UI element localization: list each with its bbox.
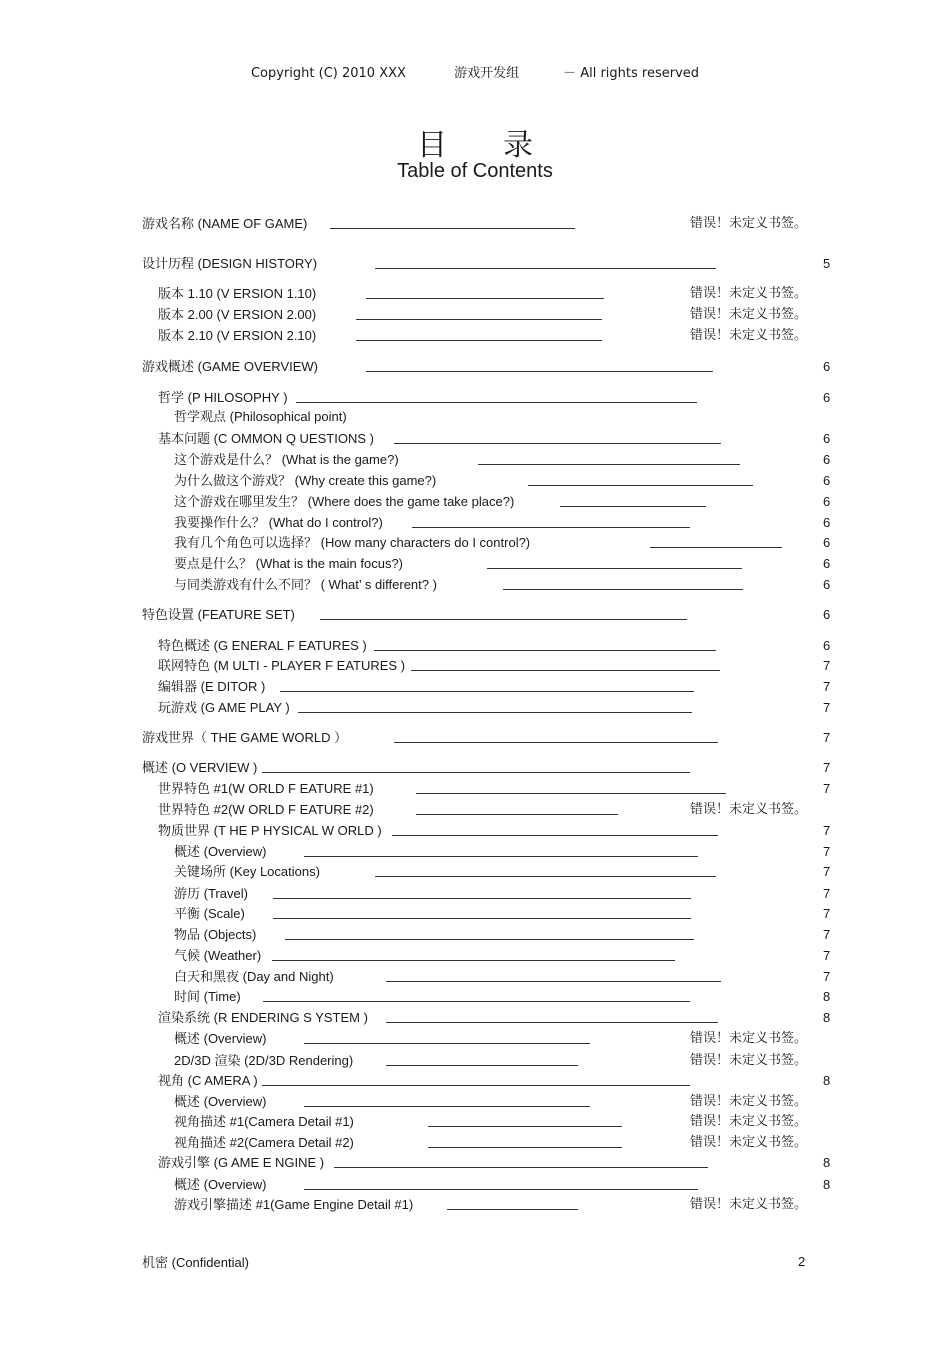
toc-entry[interactable] xyxy=(174,1133,950,1153)
toc-entry-page: 7 xyxy=(823,823,831,838)
toc-leader-line xyxy=(411,670,720,671)
toc-leader-line xyxy=(330,228,575,229)
toc-entry-label: 玩游戏 (G AME PLAY ) xyxy=(158,700,290,715)
toc-entry-page: 错误！未定义书签。 xyxy=(690,1135,808,1150)
toc-entry-label: 游戏引擎 (G AME E NGINE ) xyxy=(158,1155,325,1170)
toc-leader-line xyxy=(375,876,716,877)
toc-leader-line xyxy=(394,742,718,743)
toc-entry-label: 视角 (C AMERA ) xyxy=(158,1073,258,1088)
toc-entry-page: 错误！未定义书签。 xyxy=(690,1031,808,1046)
toc-entry[interactable] xyxy=(174,1175,950,1195)
toc-entry-label: 气候 (Weather) xyxy=(174,948,262,963)
toc-entry[interactable] xyxy=(174,513,950,533)
toc-entry-label: 联网特色 (M ULTI - PLAYER F EATURES ) xyxy=(158,658,406,673)
toc-entry-label: 平衡 (Scale) xyxy=(174,906,245,921)
toc-leader-line xyxy=(650,547,782,548)
toc-entry-page: 7 xyxy=(823,658,831,673)
toc-entry[interactable] xyxy=(174,554,950,574)
toc-entry-page: 错误！未定义书签。 xyxy=(690,802,808,817)
toc-leader-line xyxy=(394,443,721,444)
toc-entry[interactable] xyxy=(158,326,950,346)
toc-entry-page: 6 xyxy=(823,390,831,405)
toc-entry[interactable] xyxy=(142,728,950,748)
toc-entry-label: 白天和黑夜 (Day and Night) xyxy=(174,969,334,984)
toc-entry[interactable] xyxy=(174,987,950,1007)
toc-entry-page: 8 xyxy=(823,1010,831,1025)
toc-entry[interactable] xyxy=(174,1112,950,1132)
toc-leader-line xyxy=(428,1126,622,1127)
toc-leader-line xyxy=(304,1043,590,1044)
toc-entry[interactable] xyxy=(174,925,950,945)
copyright-text: Copyright (C) 2010 XXX xyxy=(250,66,406,81)
toc-entry-label: 游历 (Travel) xyxy=(174,886,248,901)
toc-leader-line xyxy=(503,589,743,590)
toc-leader-line xyxy=(356,340,602,341)
toc-entry-page: 错误！未定义书签。 xyxy=(690,1197,808,1212)
toc-entry-label: 与同类游戏有什么不同？ ( What’ s different? ) xyxy=(174,577,437,592)
toc-entry-page: 7 xyxy=(823,948,831,963)
toc-entry-page: 7 xyxy=(823,886,831,901)
toc-entry[interactable] xyxy=(158,1153,950,1173)
toc-entry[interactable] xyxy=(158,388,950,408)
toc-leader-line xyxy=(356,319,602,320)
toc-entry[interactable] xyxy=(142,758,950,778)
toc-entry-label: 世界特色 #2(W ORLD F EATURE #2) xyxy=(158,802,374,817)
toc-entry[interactable] xyxy=(158,1071,950,1091)
toc-title-zh: 目录 xyxy=(417,128,589,163)
toc-leader-line xyxy=(366,371,713,372)
toc-entry-label: 版本 2.10 (V ERSION 2.10) xyxy=(158,328,317,343)
toc-leader-line xyxy=(412,527,690,528)
toc-title-en: Table of Contents xyxy=(397,160,553,182)
toc-entry[interactable] xyxy=(158,305,950,325)
toc-leader-line xyxy=(334,1167,708,1168)
toc-entry-page: 6 xyxy=(823,607,831,622)
toc-entry-label: 特色概述 (G ENERAL F EATURES ) xyxy=(158,638,367,653)
toc-entry[interactable] xyxy=(174,904,950,924)
toc-entry-page: 错误！未定义书签。 xyxy=(690,216,808,231)
toc-entry[interactable] xyxy=(174,862,950,882)
toc-entry[interactable] xyxy=(174,575,950,595)
toc-entry[interactable] xyxy=(158,656,950,676)
toc-entry[interactable] xyxy=(142,605,950,625)
toc-entry-label: 概述 (Overview) xyxy=(174,844,267,859)
toc-leader-line xyxy=(375,268,716,269)
toc-entry-label: 物质世界 (T HE P HYSICAL W ORLD ) xyxy=(158,823,382,838)
toc-leader-line xyxy=(528,485,753,486)
toc-leader-line xyxy=(478,464,740,465)
toc-entry-label: 物品 (Objects) xyxy=(174,927,257,942)
toc-entry-page: 错误！未定义书签。 xyxy=(690,1053,808,1068)
toc-leader-line xyxy=(280,691,694,692)
toc-leader-line xyxy=(273,898,691,899)
toc-entry-page: 6 xyxy=(823,494,831,509)
toc-leader-line xyxy=(304,856,698,857)
toc-entry-label: 这个游戏是什么？ (What is the game?) xyxy=(174,452,399,467)
toc-leader-line xyxy=(392,835,718,836)
toc-entry-page: 6 xyxy=(823,535,831,550)
toc-entry[interactable] xyxy=(158,821,950,841)
toc-entry[interactable] xyxy=(142,214,950,234)
toc-entry[interactable] xyxy=(174,1195,950,1215)
toc-entry[interactable] xyxy=(174,492,950,512)
rights-text: － All rights reserved xyxy=(563,66,700,81)
toc-entry-label: 哲学观点 (Philosophical point) xyxy=(174,409,347,424)
toc-leader-line xyxy=(296,402,697,403)
toc-entry-label: 关键场所 (Key Locations) xyxy=(174,864,320,879)
toc-entry-page: 6 xyxy=(823,431,831,446)
toc-entry-label: 概述 (Overview) xyxy=(174,1031,267,1046)
toc-entry-label: 为什么做这个游戏？ (Why create this game?) xyxy=(174,473,437,488)
toc-entry-label: 概述 (O VERVIEW ) xyxy=(142,760,258,775)
toc-entry-label: 概述 (Overview) xyxy=(174,1094,267,1109)
toc-leader-line xyxy=(386,981,721,982)
footer-confidential: 机密 (Confidential) xyxy=(142,1255,249,1270)
toc-entry-label: 渲染系统 (R ENDERING S YSTEM ) xyxy=(158,1010,368,1025)
toc-entry-page: 7 xyxy=(823,679,831,694)
toc-entry-page: 错误！未定义书签。 xyxy=(690,328,808,343)
toc-entry-label: 世界特色 #1(W ORLD F EATURE #1) xyxy=(158,781,374,796)
toc-entry-page: 6 xyxy=(823,359,831,374)
toc-entry-page: 7 xyxy=(823,781,831,796)
toc-entry-label: 时间 (Time) xyxy=(174,989,241,1004)
toc-entry-label: 视角描述 #1(Camera Detail #1) xyxy=(174,1114,354,1129)
toc-entry-label: 游戏引擎描述 #1(Game Engine Detail #1) xyxy=(174,1197,414,1212)
toc-entry[interactable] xyxy=(158,800,950,820)
toc-leader-line xyxy=(273,918,691,919)
toc-entry-page: 错误！未定义书签。 xyxy=(690,286,808,301)
toc-leader-line xyxy=(560,506,706,507)
toc-entry[interactable] xyxy=(174,1092,950,1112)
toc-entry-page: 7 xyxy=(823,760,831,775)
toc-leader-line xyxy=(304,1189,698,1190)
toc-entry-label: 要点是什么？ (What is the main focus?) xyxy=(174,556,403,571)
toc-entry-label: 游戏概述 (GAME OVERVIEW) xyxy=(142,359,318,374)
toc-entry[interactable] xyxy=(158,779,950,799)
page-header xyxy=(0,62,950,81)
toc-entry[interactable] xyxy=(174,1029,950,1049)
footer-page-number: 2 xyxy=(798,1254,806,1269)
toc-leader-line xyxy=(416,814,618,815)
toc-leader-line xyxy=(428,1147,622,1148)
toc-entry-page: 7 xyxy=(823,864,831,879)
toc-entry-page: 错误！未定义书签。 xyxy=(690,1094,808,1109)
group-text: 游戏开发组 xyxy=(454,66,520,81)
toc-entry-page: 错误！未定义书签。 xyxy=(690,1114,808,1129)
toc-leader-line xyxy=(374,650,716,651)
toc-entry-page: 7 xyxy=(823,927,831,942)
toc-leader-line xyxy=(285,939,694,940)
toc-entry[interactable] xyxy=(174,533,950,553)
toc-leader-line xyxy=(320,619,687,620)
toc-entry-page: 7 xyxy=(823,730,831,745)
toc-entry[interactable] xyxy=(174,967,950,987)
toc-entry-page: 6 xyxy=(823,577,831,592)
toc-entry[interactable] xyxy=(158,698,950,718)
toc-leader-line xyxy=(298,712,692,713)
toc-entry[interactable] xyxy=(142,357,950,377)
toc-leader-line xyxy=(304,1106,590,1107)
toc-entry-label: 设计历程 (DESIGN HISTORY) xyxy=(142,256,318,271)
toc-entry[interactable] xyxy=(158,677,950,697)
toc-entry-page: 6 xyxy=(823,452,831,467)
toc-entry-label: 游戏世界（ THE GAME WORLD ） xyxy=(142,730,348,745)
toc-entry-page: 6 xyxy=(823,515,831,530)
toc-entry-page: 6 xyxy=(823,556,831,571)
toc-entry-page: 6 xyxy=(823,473,831,488)
toc-leader-line xyxy=(262,772,690,773)
toc-leader-line xyxy=(366,298,604,299)
toc-entry-label: 2D/3D 渲染 (2D/3D Rendering) xyxy=(174,1053,354,1068)
toc-entry-page: 8 xyxy=(823,989,831,1004)
toc-entry-page: 8 xyxy=(823,1155,831,1170)
toc-leader-line xyxy=(416,793,726,794)
toc-entry[interactable] xyxy=(174,884,950,904)
toc-entry-label: 视角描述 #2(Camera Detail #2) xyxy=(174,1135,354,1150)
toc-entry-label: 这个游戏在哪里发生？ (Where does the game take place?) xyxy=(174,494,515,509)
toc-entry-label: 版本 1.10 (V ERSION 1.10) xyxy=(158,286,317,301)
toc-leader-line xyxy=(386,1065,578,1066)
toc-leader-line xyxy=(263,1001,690,1002)
toc-leader-line xyxy=(272,960,675,961)
toc-entry-label: 版本 2.00 (V ERSION 2.00) xyxy=(158,307,317,322)
toc-entry-page: 7 xyxy=(823,844,831,859)
toc-entry[interactable] xyxy=(174,1051,950,1071)
toc-entry-label: 基本问题 (C OMMON Q UESTIONS ) xyxy=(158,431,374,446)
toc-entry-page: 7 xyxy=(823,700,831,715)
toc-entry[interactable] xyxy=(174,946,950,966)
toc-entry[interactable] xyxy=(174,471,950,491)
toc-leader-line xyxy=(386,1022,718,1023)
toc-entry-page: 5 xyxy=(823,256,831,271)
toc-entry-label: 哲学 (P HILOSOPHY ) xyxy=(158,390,288,405)
toc-entry-page: 7 xyxy=(823,969,831,984)
toc-entry-page: 6 xyxy=(823,638,831,653)
toc-leader-line xyxy=(262,1085,690,1086)
toc-entry-page: 8 xyxy=(823,1073,831,1088)
toc-entry-label: 我有几个角色可以选择？ (How many characters do I control?) xyxy=(174,535,531,550)
toc-entry[interactable] xyxy=(158,1008,950,1028)
toc-entry-label: 编辑器 (E DITOR ) xyxy=(158,679,266,694)
toc-entry-page: 8 xyxy=(823,1177,831,1192)
toc-entry-page: 错误！未定义书签。 xyxy=(690,307,808,322)
toc-entry-label: 游戏名称 (NAME OF GAME) xyxy=(142,216,308,231)
toc-leader-line xyxy=(447,1209,578,1210)
toc-entry-label: 特色设置 (FEATURE SET) xyxy=(142,607,295,622)
toc-entry[interactable] xyxy=(174,842,950,862)
toc-entry[interactable] xyxy=(158,636,950,656)
toc-entry[interactable] xyxy=(174,407,950,427)
toc-leader-line xyxy=(487,568,742,569)
toc-entry-label: 概述 (Overview) xyxy=(174,1177,267,1192)
toc-entry[interactable] xyxy=(142,254,950,274)
toc-entry[interactable] xyxy=(174,450,950,470)
toc-entry-page: 7 xyxy=(823,906,831,921)
toc-entry-label: 我要操作什么？ (What do I control?) xyxy=(174,515,383,530)
toc-entry[interactable] xyxy=(158,284,950,304)
toc-entry[interactable] xyxy=(158,429,950,449)
